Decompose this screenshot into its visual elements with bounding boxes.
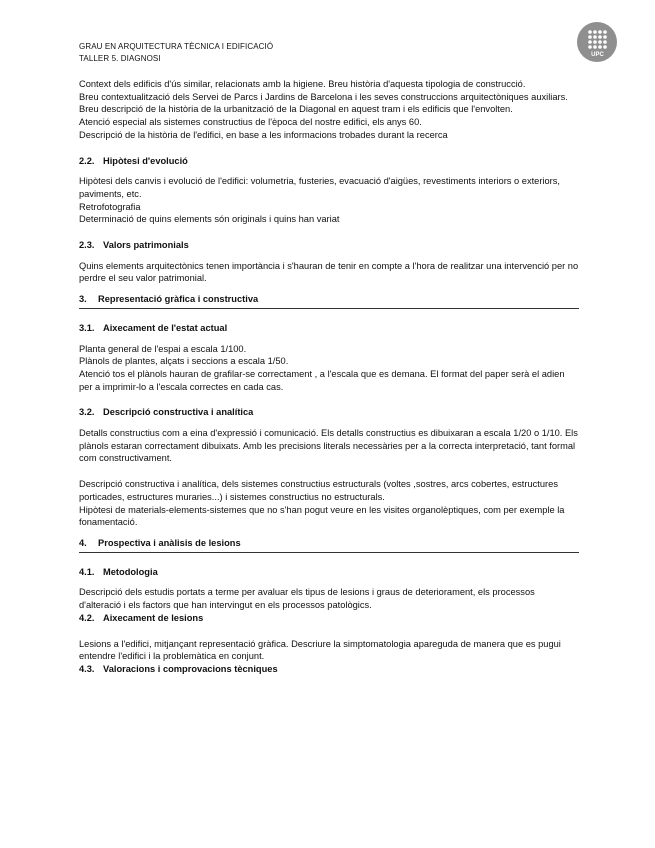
heading-title: Descripció constructiva i analítica [103, 407, 254, 418]
paragraph: Descripció constructiva i analítica, dels sistemes constructius estructurals (voltes ,sostres, arcs cobertes, estructures porticades, estructures muraries...) i sistemes constructius no estructurals. [79, 479, 558, 502]
intro-line: Context dels edificis d'ús similar, relacionats amb la higiene. Breu història d'aquesta tipologia de construcció. [79, 79, 526, 89]
paragraph: Hipòtesi dels canvis i evolució de l'edifici: volumetria, fusteries, evacuació d'aigües, revestiments interiors o exteriors, paviments, etc. [79, 176, 561, 199]
heading-number: 4. [79, 537, 87, 548]
heading-4-3 [79, 663, 579, 676]
paragraph: Lesions a l'edifici, mitjançant representació gràfica. Descriure la simptomatologia apareguda de manera que es pugui entendre l'edifici i la problemàtica en conjunt. [79, 638, 561, 662]
paragraph: Atenció tos el plànols hauran de grafilar-se correctament , a l'escala que es demana. El format del paper serà el adien per a imprimir-lo a l'escala correctes en cada cas. [79, 368, 565, 392]
heading-title: Representació gràfica i constructiva [98, 294, 259, 305]
paragraph: Planta general de l'espai a escala 1/100. [79, 343, 247, 354]
heading-title: Prospectiva i anàlisis de lesions [98, 537, 241, 548]
paragraph: Hipòtesi de materials-elements-sistemes que no s'han pogut veure en les visites organolèptiques, com per exemple la fonamentació. [79, 504, 565, 528]
paragraph: Descripció dels estudis portats a terme per avaluar els tipus de lesions i graus de deteriorament, els processos d'alteració i els factors que han intervingut en els processos patològics. [79, 587, 535, 611]
heading-number: 3. [79, 294, 87, 305]
upc-logo-icon [577, 22, 617, 62]
intro-line: Breu contextualització dels Servei de Parcs i Jardins de Barcelona i les seves construccions arquitectòniques auxiliars. [79, 91, 568, 102]
intro-line: Breu descripció de la història de la urbanització de la Diagonal en aquest tram i els edificis que l'envolten. [79, 104, 513, 115]
heading-3-2 [79, 406, 579, 419]
heading-title: Metodologia [103, 566, 158, 577]
heading-number: 4.1. [79, 566, 95, 577]
paragraph: Plànols de plantes, alçats i seccions a escala 1/50. [79, 356, 289, 367]
heading-title: Valors patrimonials [103, 240, 189, 251]
heading-title: Valoracions i comprovacions tècniques [103, 663, 278, 674]
heading-2-2 [79, 155, 579, 168]
paragraph: Detalls constructius com a eina d'expressió i comunicació. Els detalls constructius es dibuixaran a escala 1/20 o 1/10. Els plànols estaran correctament dibuixats. Amb les precisions literals necessàries per a la correcta interpretació, tant formal com constructivament. [79, 428, 578, 464]
heading-2-3 [79, 239, 579, 252]
heading-title: Hipòtesi d'evolució [103, 155, 188, 166]
paragraph: Determinació de quins elements són originals i quins han variat [79, 214, 340, 225]
heading-title: Aixecament de lesions [103, 612, 204, 623]
heading-number: 2.3. [79, 240, 95, 251]
heading-number: 2.2. [79, 155, 95, 166]
heading-title: Aixecament de l'estat actual [103, 322, 228, 333]
upc-logo [577, 22, 617, 62]
upc-logo-text: UPC [591, 52, 604, 58]
heading-4 [79, 537, 579, 553]
paragraph: Retrofotografia [79, 201, 141, 212]
intro-line: Descripció de la història de l'edifici, en base a les informacions trobades durant la recerca [79, 129, 448, 140]
intro-line: Atenció especial als sistemes constructius de l'època del nostre edifici, els anys 60. [79, 117, 422, 128]
header-course: TALLER 5. DIAGNOSI [79, 54, 161, 63]
header-degree: GRAU EN ARQUITECTURA TÈCNICA I EDIFICACIÓ [79, 42, 274, 51]
heading-3-1 [79, 322, 579, 335]
paragraph: Quins elements arquitectònics tenen importància i s'hauran de tenir en compte a l'hora de realitzar una intervenció per no perdre el seu valor patrimonial. [79, 260, 579, 284]
heading-number: 4.3. [79, 663, 95, 674]
heading-number: 3.1. [79, 322, 95, 333]
heading-4-1 [79, 566, 579, 579]
document-header [79, 41, 273, 65]
heading-4-2 [79, 612, 579, 625]
heading-3 [79, 293, 579, 309]
heading-number: 4.2. [79, 612, 95, 623]
heading-number: 3.2. [79, 407, 95, 418]
document-body [79, 78, 579, 676]
